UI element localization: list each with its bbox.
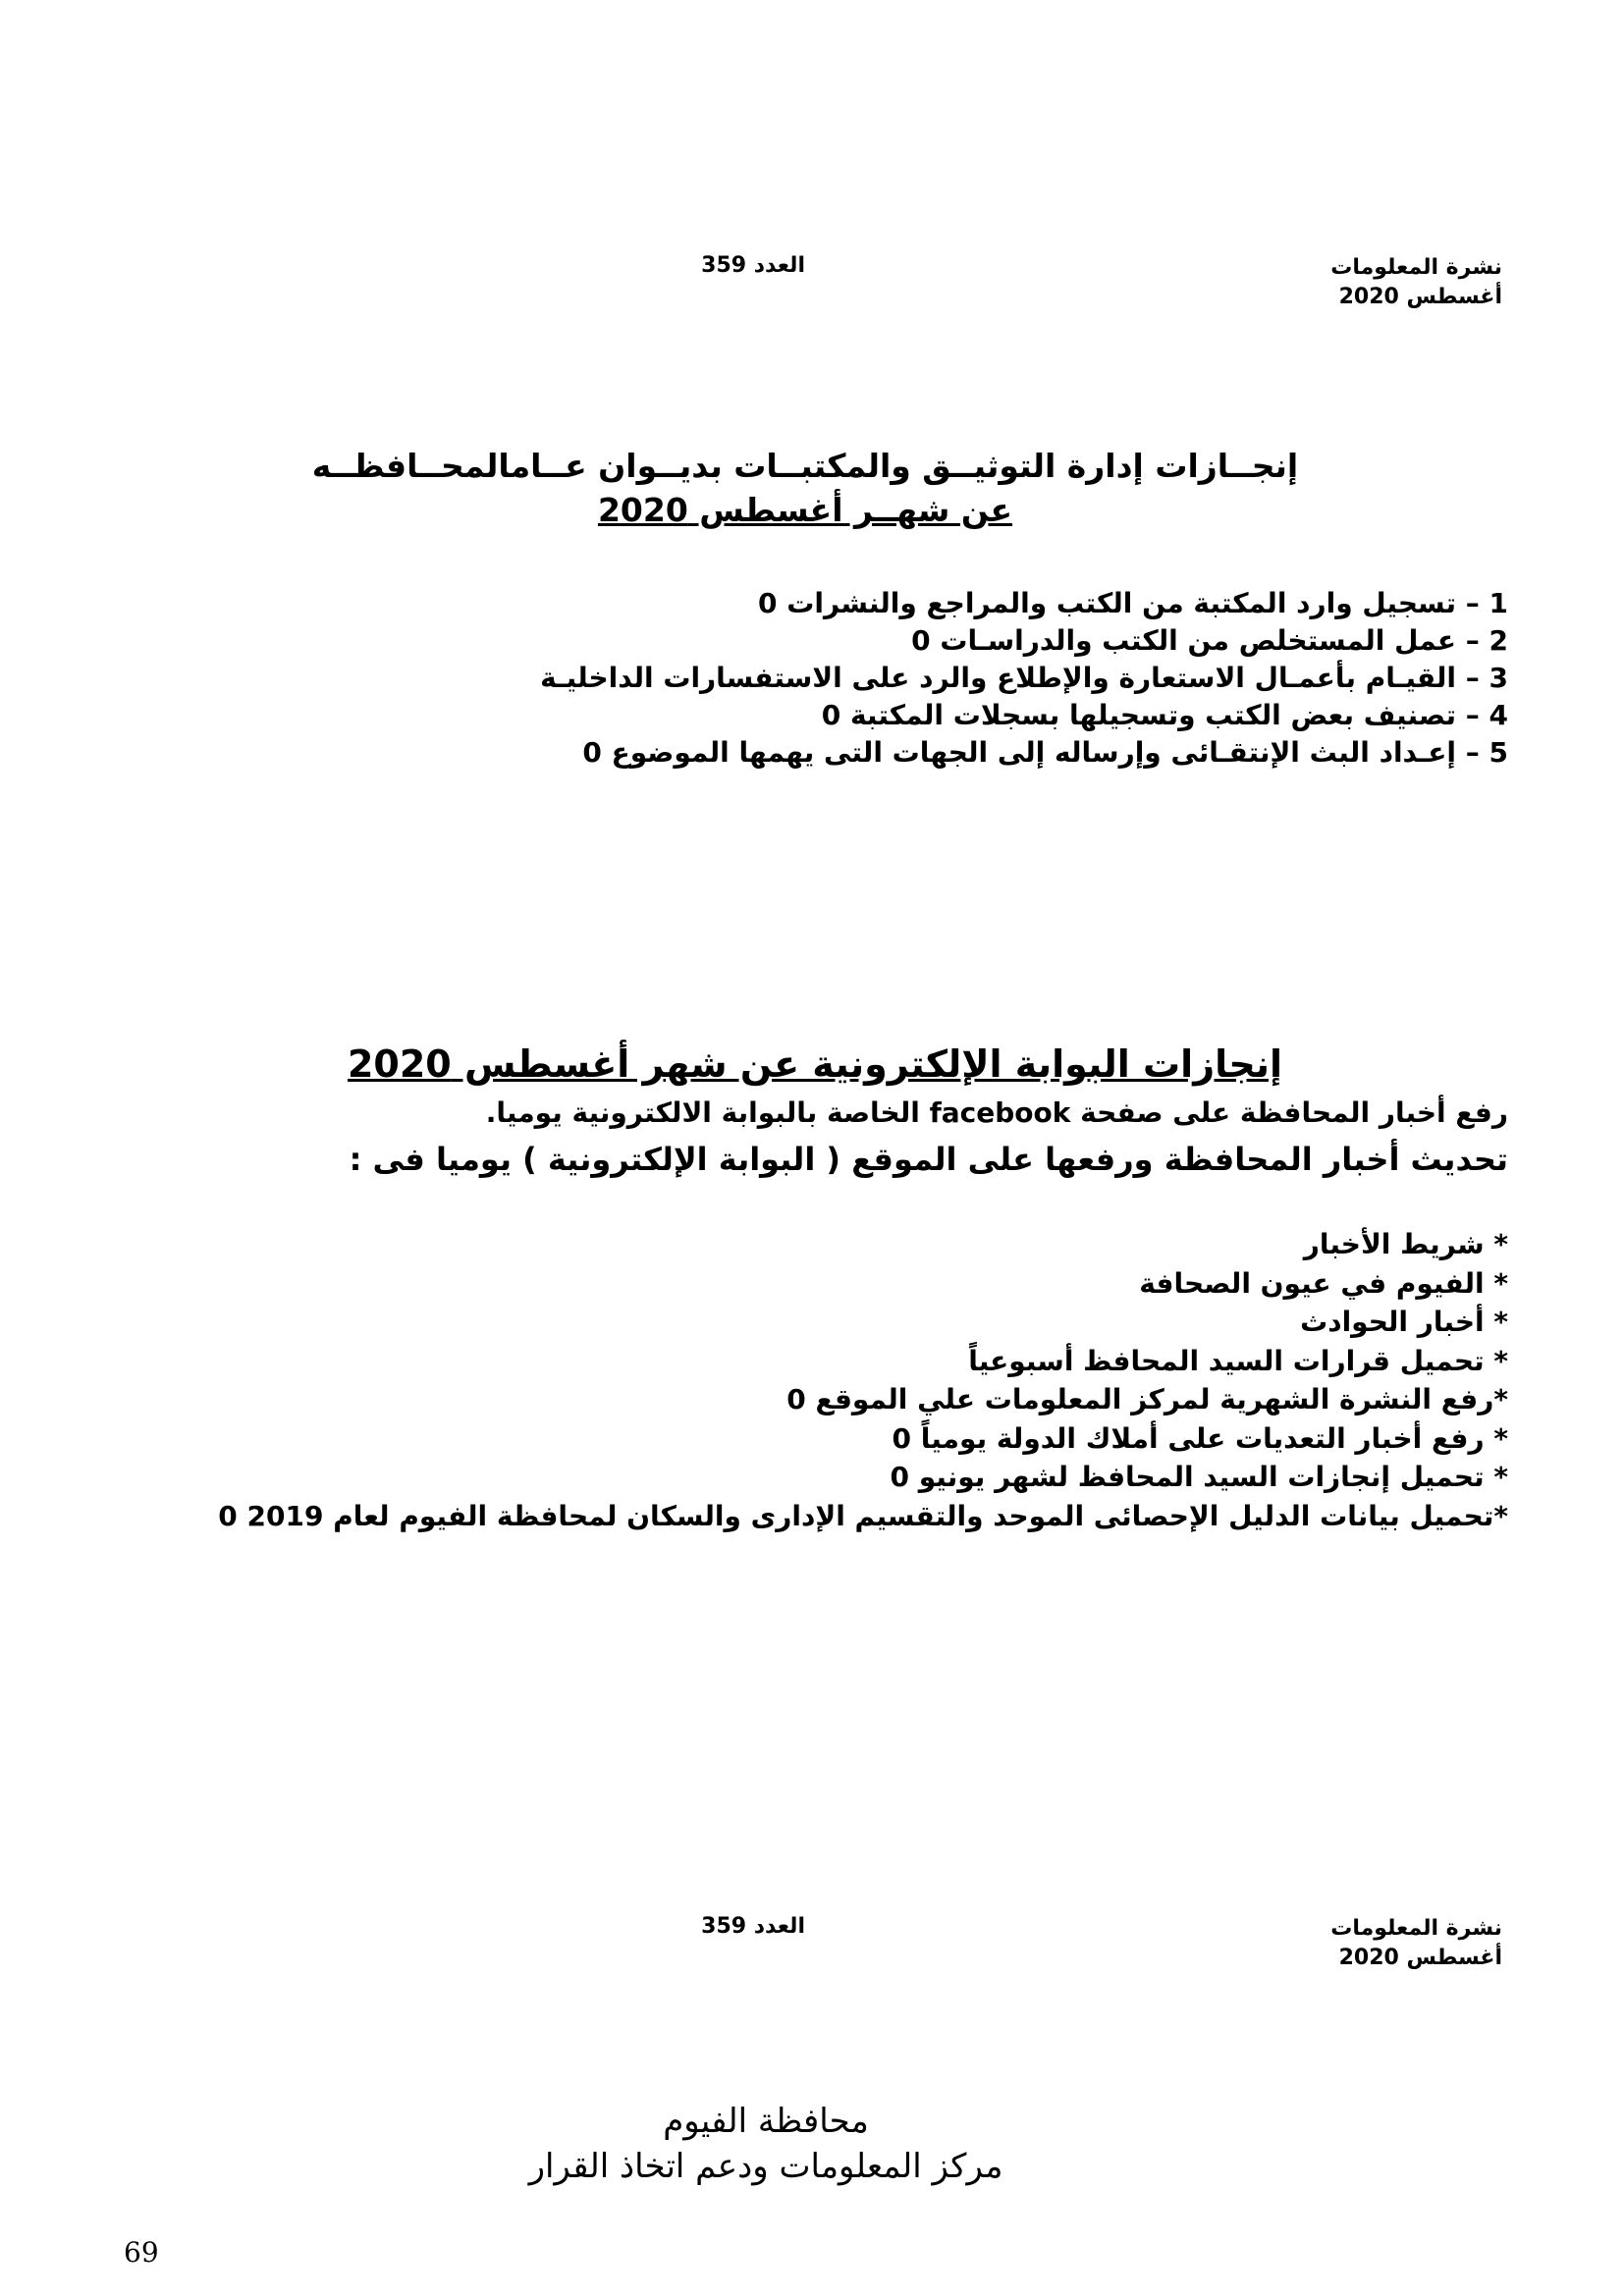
section2-list xyxy=(137,1225,1508,1535)
list-item: 4 – تصنيف بعض الكتب وتسجيلها بسجلات المكتبة 0 xyxy=(821,699,1508,731)
list-item: *رفع النشرة الشهرية لمركز المعلومات علي الموقع 0 xyxy=(786,1383,1508,1415)
list-item: 2 – عمل المستخلص من الكتب والدراسـات 0 xyxy=(911,624,1508,657)
section1-title-line1: إنجــازات إدارة التوثيــق والمكتبــات بديــوان عــامالمحــافظــه xyxy=(311,447,1299,485)
header-issue-number: العدد 359 xyxy=(701,253,805,278)
list-item: * رفع أخبار التعديات على أملاك الدولة يومياً 0 xyxy=(892,1421,1508,1455)
footer-governorate: محافظة الفيوم xyxy=(663,2102,869,2141)
list-item: * الفيوم في عيون الصحافة xyxy=(1139,1266,1508,1300)
footer-organization xyxy=(393,2099,1139,2189)
list-item: * تحميل إنجازات السيد المحافظ لشهر يونيو 0 xyxy=(890,1461,1508,1493)
list-item: * أخبار الحوادث xyxy=(1300,1306,1508,1338)
section1-title xyxy=(137,444,1473,532)
header-publication-date: أغسطس 2020 xyxy=(1338,285,1502,309)
section2-update-line: تحديث أخبار المحافظة ورفعها على الموقع ( البوابة الإلكترونية ) يوميا فى : xyxy=(349,1141,1508,1178)
footer-publication-name: نشرة المعلومات xyxy=(1330,1916,1502,1941)
section1-list xyxy=(196,585,1508,772)
footer-center-name: مركز المعلومات ودعم اتخاذ القرار xyxy=(528,2147,1003,2186)
section1-title-line2: عن شهــر أغسطس 2020 xyxy=(597,491,1013,529)
section2-title: إنجازات البوابة الإلكترونية عن شهر أغسطس 2020 xyxy=(347,1042,1283,1086)
page-number: 69 xyxy=(124,2236,159,2269)
footer-issue-number: العدد 359 xyxy=(701,1914,805,1939)
section2-facebook-line: رفع أخبار المحافظة على صفحة facebook الخاصة بالبوابة الالكترونية يوميا. xyxy=(485,1096,1508,1129)
list-item: 5 – إعـداد البث الإنتقـائى وإرساله إلى الجهات التى يهمها الموضوع 0 xyxy=(582,736,1508,769)
list-item: * تحميل قرارات السيد المحافظ أسبوعياً xyxy=(968,1344,1508,1377)
footer-publication-date: أغسطس 2020 xyxy=(1338,1946,1502,1970)
list-item: 1 – تسجيل وارد المكتبة من الكتب والمراجع والنشرات 0 xyxy=(757,587,1508,619)
list-item: 3 – القيـام بأعمـال الاستعارة والإطلاع والرد على الاستفسارات الداخليـة xyxy=(540,662,1508,694)
footer-publication-block xyxy=(1178,1914,1502,1973)
header-publication-block xyxy=(1178,253,1502,312)
list-item: * شريط الأخبار xyxy=(1303,1228,1508,1260)
header-publication-name: نشرة المعلومات xyxy=(1330,255,1502,280)
list-item: *تحميل بيانات الدليل الإحصائى الموحد والتقسيم الإدارى والسكان لمحافظة الفيوم لعام 2019 0 xyxy=(218,1499,1508,1532)
